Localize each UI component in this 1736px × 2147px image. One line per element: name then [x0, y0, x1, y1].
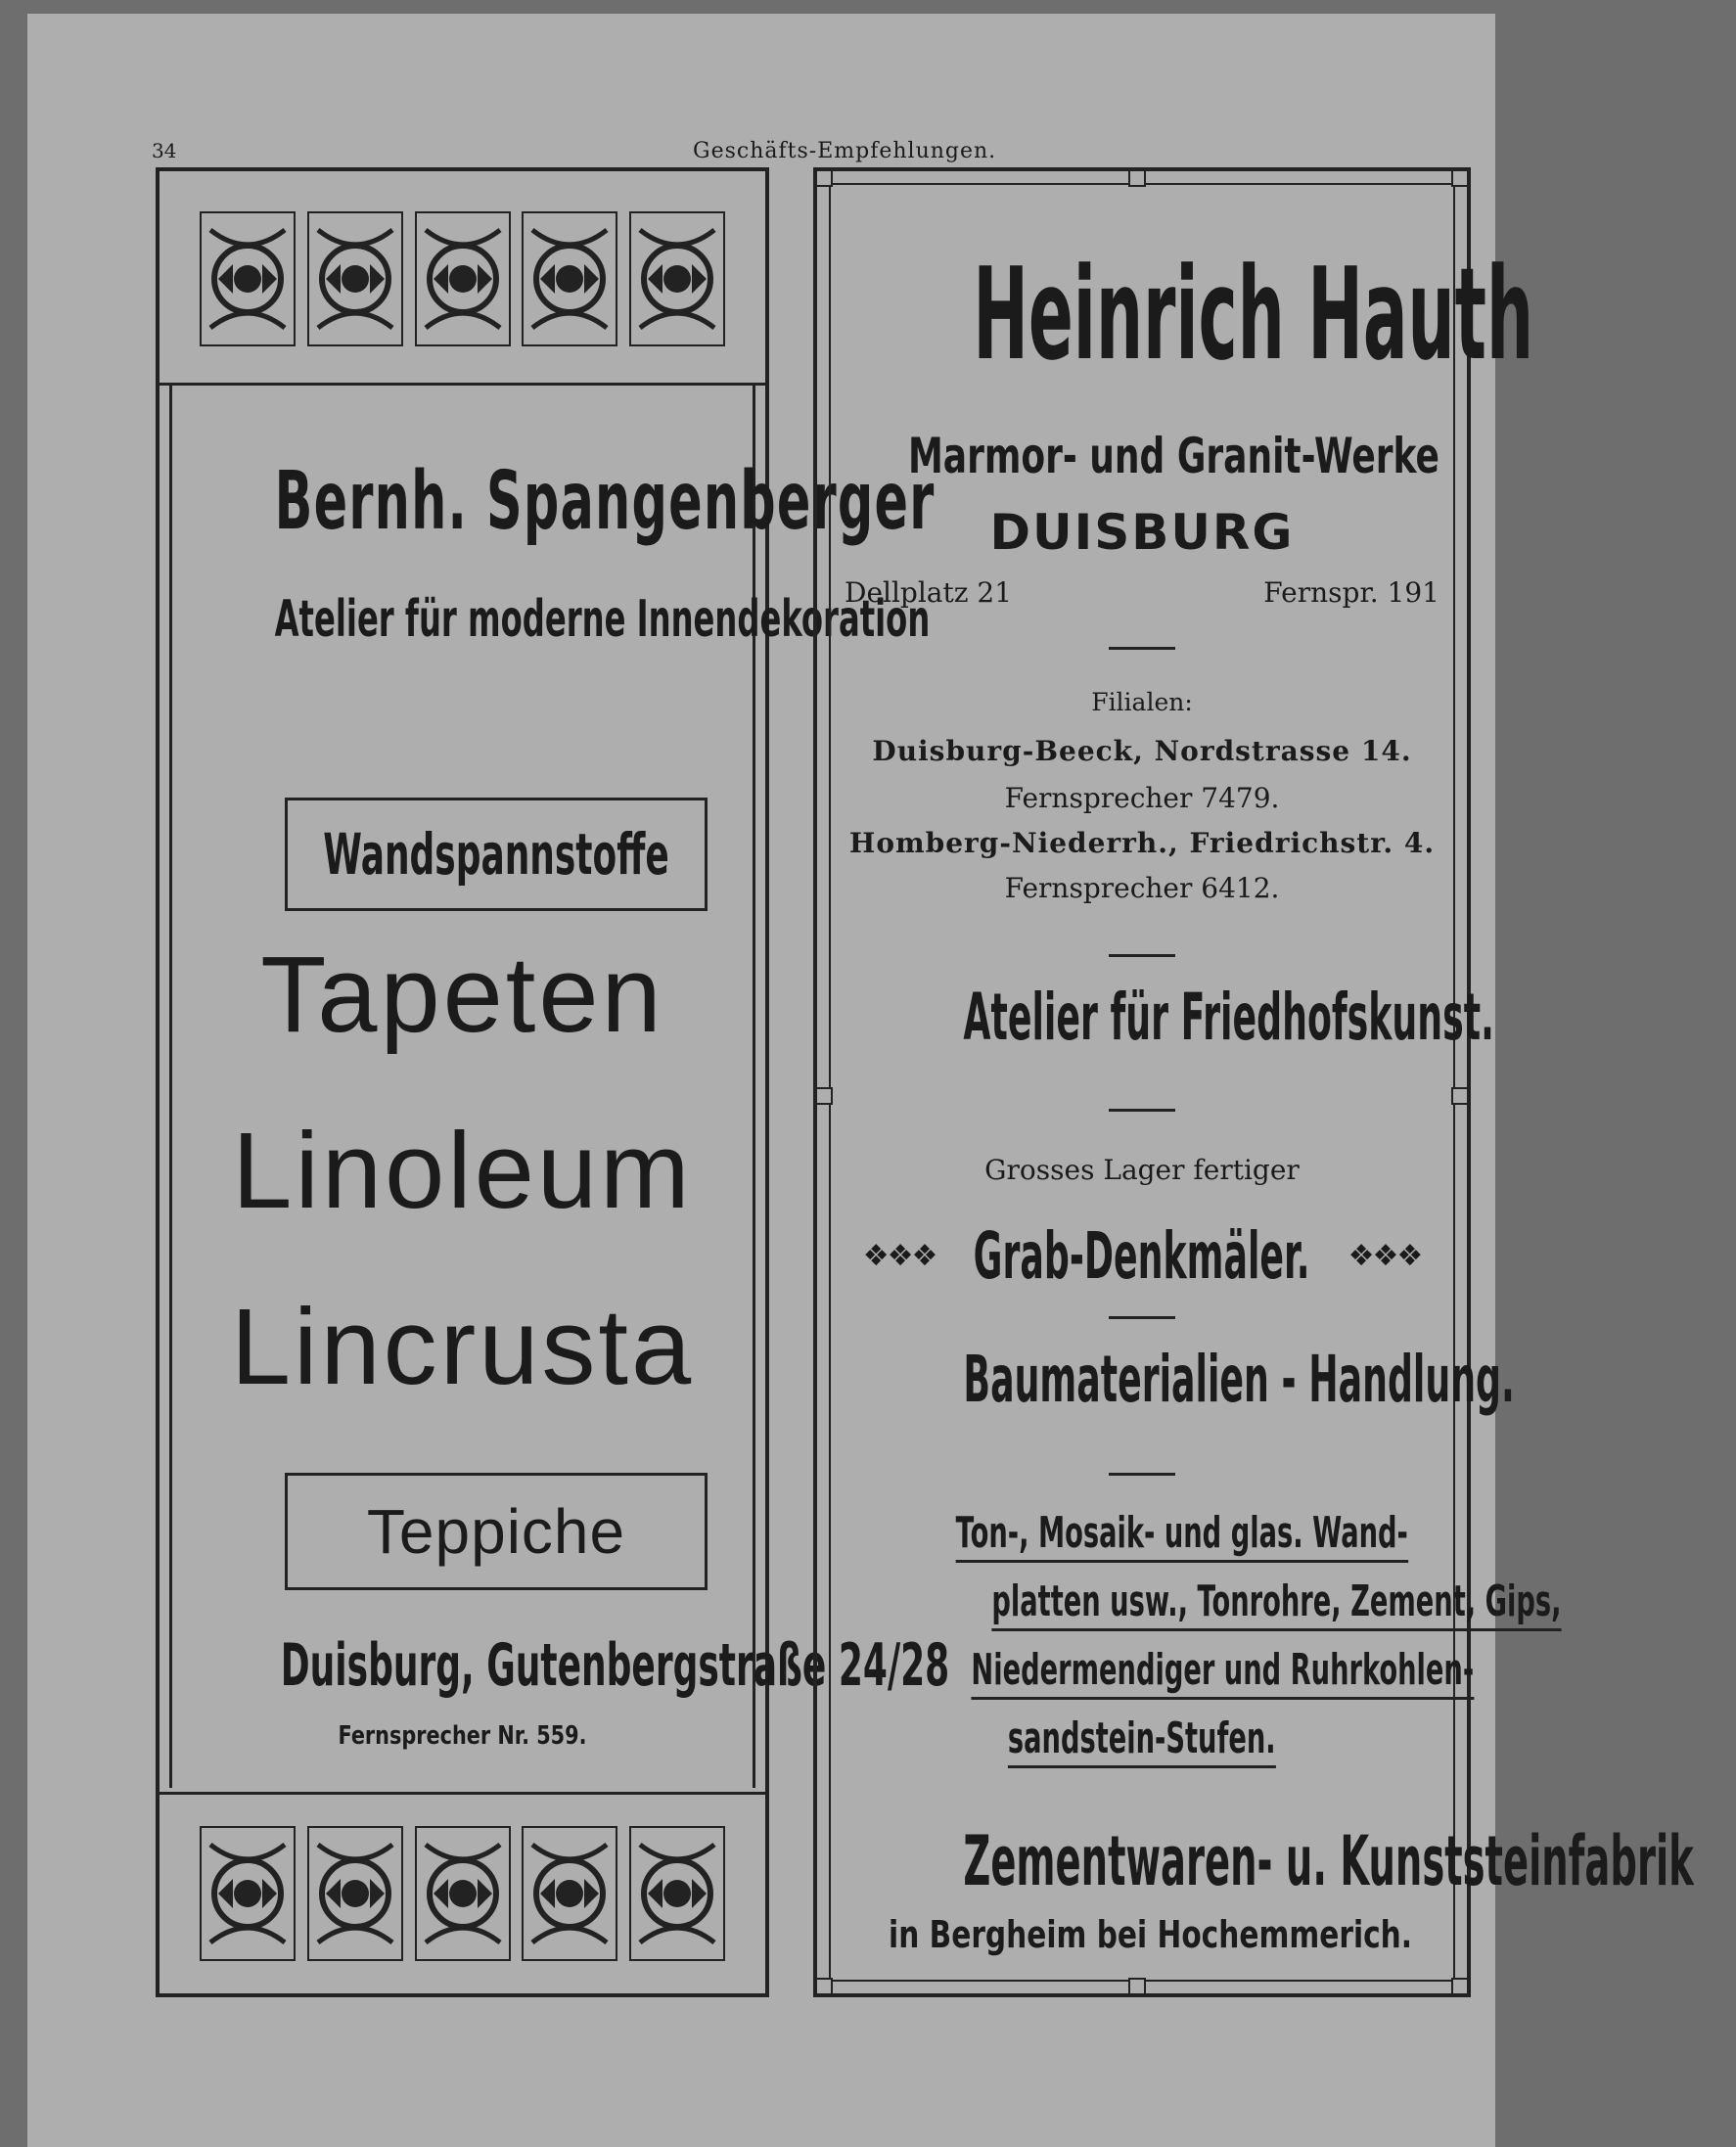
wandspannstoffe-label: Wandspannstoffe: [323, 821, 669, 888]
phone-left: Fernsprecher Nr. 559.: [338, 1721, 587, 1751]
short-rule: [1109, 1316, 1175, 1319]
company-subtitle-left: Atelier für moderne Innendekoration: [274, 590, 931, 649]
branches-label: Filialen:: [1091, 688, 1193, 716]
materials-line-2: platten usw., Tonrohre, Zement, Gips,: [991, 1576, 1561, 1631]
branch-homberg-phone: Fernsprecher 6412.: [1004, 872, 1280, 904]
company-subtitle-right: Marmor- und Granit-Werke: [907, 428, 1439, 484]
frame-corner-icon: [1451, 169, 1469, 187]
floral-ornament-icon: [521, 210, 618, 347]
materials-line-3: Niedermendiger und Ruhrkohlen-: [971, 1645, 1474, 1700]
floral-ornament-icon: [199, 210, 297, 347]
frame-corner-icon: [1451, 1087, 1469, 1105]
floral-ornament-icon: [628, 1825, 726, 1962]
materials-line-1: Ton-, Mosaik- und glas. Wand-: [956, 1508, 1408, 1563]
short-rule: [1109, 1473, 1175, 1476]
floral-ornament-icon: [628, 210, 726, 347]
teppiche-box: [285, 1473, 708, 1590]
materials-line: [817, 1713, 1467, 1768]
frame-corner-icon: [815, 1087, 833, 1105]
materials-line-4: sandstein-Stufen.: [1008, 1713, 1276, 1768]
building-heading: Baumaterialien - Handlung.: [963, 1342, 1515, 1417]
branch-beeck-phone: Fernsprecher 7479.: [1004, 782, 1280, 814]
teppiche-label: Teppiche: [366, 1496, 626, 1567]
frame-corner-icon: [815, 169, 833, 187]
floral-ornament-icon: [306, 210, 404, 347]
page-header: [27, 14, 1495, 170]
ornament-band-top: [199, 210, 726, 347]
short-rule: [1109, 954, 1175, 957]
product-tapeten: Tapeten: [260, 935, 664, 1055]
materials-line: [817, 1645, 1475, 1700]
wandspannstoffe-box: [285, 798, 708, 911]
frame-corner-icon: [1128, 169, 1146, 187]
materials-line: [817, 1508, 1467, 1563]
floral-ornament-icon: [199, 1825, 297, 1962]
company-name-right: Heinrich Hauth: [973, 240, 1534, 388]
divider-top: [160, 383, 765, 386]
atelier-heading: Atelier für Friedhofskunst.: [963, 980, 1494, 1055]
address-left: Duisburg, Gutenbergstraße 24/28: [280, 1631, 950, 1700]
short-rule: [1109, 1109, 1175, 1112]
phone-right: Fernspr. 191: [1263, 576, 1439, 609]
diamond-ornament-icon: ❖❖❖: [862, 1239, 937, 1273]
stock-label: Grosses Lager fertiger: [984, 1154, 1300, 1186]
diamond-ornament-icon: ❖❖❖: [1348, 1239, 1422, 1273]
ornament-band-bottom: [199, 1825, 726, 1962]
factory-heading: Zementwaren- u. Kunststeinfabrik: [963, 1821, 1694, 1901]
short-rule: [1109, 647, 1175, 650]
factory-location: in Bergheim bei Hochemmerich.: [889, 1913, 1413, 1956]
catalog-page: [27, 14, 1694, 2147]
page-number: 34: [152, 139, 177, 162]
monuments-heading: Grab-Denkmäler.: [974, 1218, 1310, 1294]
divider-bottom: [160, 1792, 765, 1795]
product-linoleum: Linoleum: [232, 1111, 693, 1231]
city-name: DUISBURG: [989, 504, 1295, 561]
advert-hauth: [813, 167, 1694, 1997]
floral-ornament-icon: [521, 1825, 618, 1962]
frame-corner-icon: [1128, 1978, 1146, 1995]
floral-ornament-icon: [414, 210, 512, 347]
company-name-left: Bernh. Spangenberger: [274, 455, 936, 548]
frame-corner-icon: [1451, 1978, 1469, 1995]
frame-corner-icon: [815, 1978, 833, 1995]
branch-homberg: Homberg-Niederrh., Friedrichstr. 4.: [848, 827, 1436, 859]
address-right: Dellplatz 21: [845, 576, 1013, 609]
floral-ornament-icon: [306, 1825, 404, 1962]
floral-ornament-icon: [414, 1825, 512, 1962]
running-title: Geschäfts-Empfehlungen.: [693, 139, 997, 163]
product-lincrusta: Lincrusta: [230, 1287, 695, 1407]
materials-line: [817, 1576, 1562, 1631]
monuments-row: [817, 1218, 1467, 1294]
branch-beeck: Duisburg-Beeck, Nordstrasse 14.: [872, 735, 1412, 767]
